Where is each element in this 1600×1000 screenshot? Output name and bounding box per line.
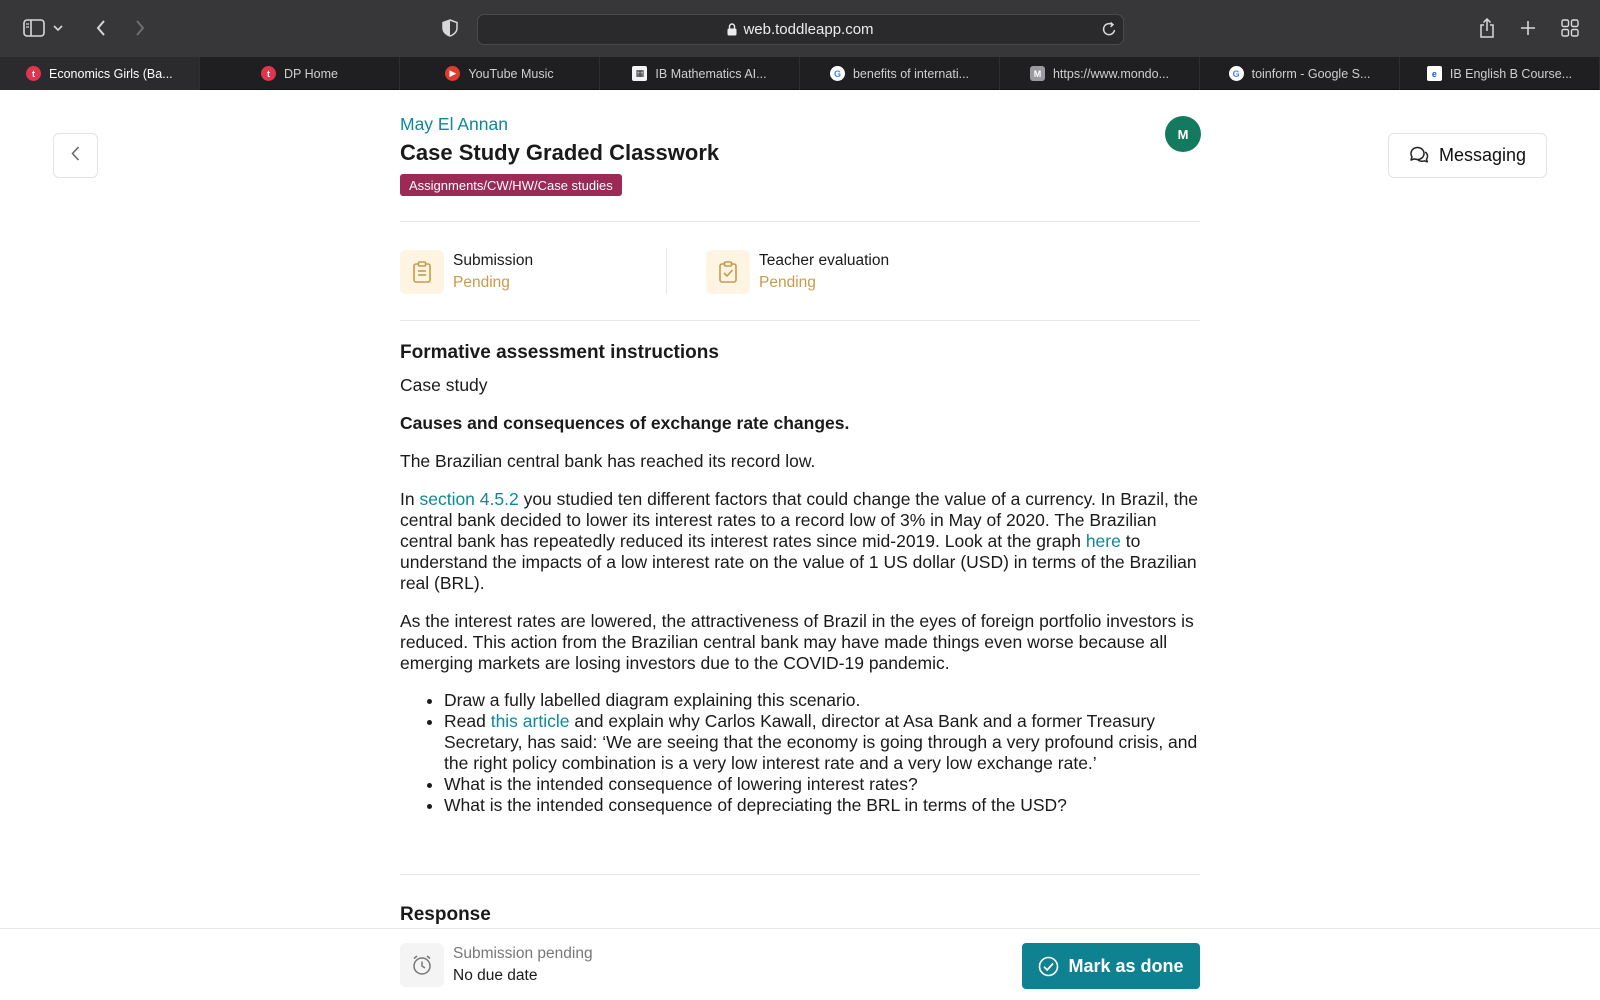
address-bar[interactable] xyxy=(477,14,1124,45)
category-tag: Assignments/CW/HW/Case studies xyxy=(400,174,622,196)
browser-tab[interactable] xyxy=(600,57,800,90)
chevron-down-icon[interactable] xyxy=(50,14,66,42)
text: Read xyxy=(444,711,491,731)
tab-label: DP Home xyxy=(284,66,338,81)
response-heading: Response xyxy=(400,904,491,925)
divider xyxy=(400,874,1200,875)
page-title: Case Study Graded Classwork xyxy=(400,140,720,165)
paragraph xyxy=(400,489,1200,594)
article-link[interactable]: this article xyxy=(490,711,570,731)
lock-icon xyxy=(727,23,737,36)
tab-strip xyxy=(0,57,1600,90)
instructions-heading: Formative assessment instructions xyxy=(400,342,719,363)
due-label: Submission pending xyxy=(453,945,593,962)
browser-tab[interactable] xyxy=(400,57,600,90)
tab-label: https://www.mondo... xyxy=(1052,66,1170,81)
due-info xyxy=(400,943,593,987)
tab-overview-icon[interactable] xyxy=(1556,14,1584,42)
sidebar-toggle-icon[interactable] xyxy=(20,14,48,42)
back-icon[interactable] xyxy=(87,14,115,42)
text: you studied ten different factors that could change the value of a currency. In Brazil, the central bank decided to lower its interest rates to a record low of 3% in May of 2020. The Brazilian central bank has repeatedly reduced its interest rates since mid-2019. Look at the graph xyxy=(400,489,1199,551)
browser-tab[interactable] xyxy=(0,57,200,90)
ib-icon: ▦ xyxy=(632,66,647,81)
url-text: web.toddleapp.com xyxy=(743,21,874,38)
browser-tab[interactable] xyxy=(1000,57,1200,90)
list-item xyxy=(444,711,1200,774)
google-icon: G xyxy=(830,66,845,81)
clipboard-icon xyxy=(400,250,444,294)
alarm-clock-icon xyxy=(400,943,444,987)
list-item: • What is the intended consequence of depreciating the BRL in terms of the USD? xyxy=(444,795,1200,816)
back-button[interactable] xyxy=(53,133,98,178)
instructions-subtitle: Case study xyxy=(400,375,488,395)
toddle-icon: t xyxy=(261,66,276,81)
chevron-left-icon xyxy=(71,146,80,166)
shield-icon[interactable] xyxy=(436,14,464,42)
student-name[interactable]: May El Annan xyxy=(400,114,508,134)
youtube-music-icon: ▶ xyxy=(445,66,460,81)
clipboard-check-icon xyxy=(706,250,750,294)
text: to understand the impacts of a low interest rate on the value of 1 US dollar (USD) in terms of the Brazilian real (BRL). xyxy=(400,531,1197,593)
chat-bubbles-icon xyxy=(1409,146,1429,165)
divider xyxy=(400,320,1200,321)
text: and explain why Carlos Kawall, director at Asa Bank and a former Treasury Secretary, has said: ‘We are seeing that the economy is going through a very profound crisis, and the right policy combination is a very low interest rate and a very low exchange rate.’ xyxy=(444,711,1198,773)
messaging-label: Messaging xyxy=(1438,145,1527,165)
task-list xyxy=(444,690,1200,816)
mark-as-done-label: Mark as done xyxy=(1068,955,1184,976)
new-tab-icon[interactable] xyxy=(1514,14,1542,42)
submission-label: Submission xyxy=(453,252,534,269)
check-circle-icon xyxy=(1038,956,1059,977)
instructions xyxy=(400,342,1200,816)
divider xyxy=(400,221,1200,222)
tab-label: YouTube Music xyxy=(468,66,554,81)
reload-icon[interactable] xyxy=(1102,21,1117,41)
tab-label: IB Mathematics AI... xyxy=(655,66,767,81)
toddle-icon: t xyxy=(26,66,41,81)
paragraph: The Brazilian central bank has reached its record low. xyxy=(400,451,816,471)
browser-tab[interactable] xyxy=(800,57,1000,90)
messaging-button[interactable] xyxy=(1388,133,1547,178)
browser-tab[interactable] xyxy=(1400,57,1600,90)
evaluation-status xyxy=(706,250,889,294)
case-study-heading: Causes and consequences of exchange rate changes. xyxy=(400,413,850,433)
browser-tab[interactable] xyxy=(1200,57,1400,90)
submission-value: Pending xyxy=(453,274,510,291)
list-item: • What is the intended consequence of lowering interest rates? xyxy=(444,774,1200,795)
footer-bar xyxy=(0,928,1600,1000)
evaluation-label: Teacher evaluation xyxy=(759,252,890,269)
evaluation-value: Pending xyxy=(759,274,816,291)
text: In xyxy=(400,489,420,509)
graph-link[interactable]: here xyxy=(1085,531,1121,551)
tab-label: Economics Girls (Ba... xyxy=(49,66,173,81)
avatar[interactable]: M xyxy=(1165,116,1201,152)
m-icon: M xyxy=(1030,66,1045,81)
list-item: • Draw a fully labelled diagram explaining this scenario. xyxy=(444,690,1200,711)
browser-tab[interactable] xyxy=(200,57,400,90)
tab-label: IB English B Course... xyxy=(1449,66,1573,81)
tab-label: toinform - Google S... xyxy=(1251,66,1371,81)
paragraph: As the interest rates are lowered, the attractiveness of Brazil in the eyes of foreign portfolio investors is reduced. This action from the Brazilian central bank may have made things even worse because all emerging markets are losing investors due to the COVID-19 pandemic. xyxy=(400,611,1194,673)
submission-status xyxy=(400,250,533,294)
mark-as-done-button[interactable] xyxy=(1022,943,1200,989)
forward-icon[interactable] xyxy=(126,14,154,42)
google-icon: G xyxy=(1229,66,1244,81)
tab-label: benefits of internati... xyxy=(852,66,970,81)
due-value: No due date xyxy=(453,967,538,984)
section-link[interactable]: section 4.5.2 xyxy=(419,489,519,509)
divider xyxy=(666,248,667,294)
share-icon[interactable] xyxy=(1473,14,1501,42)
e-icon: e xyxy=(1427,66,1442,81)
browser-toolbar xyxy=(0,0,1600,57)
